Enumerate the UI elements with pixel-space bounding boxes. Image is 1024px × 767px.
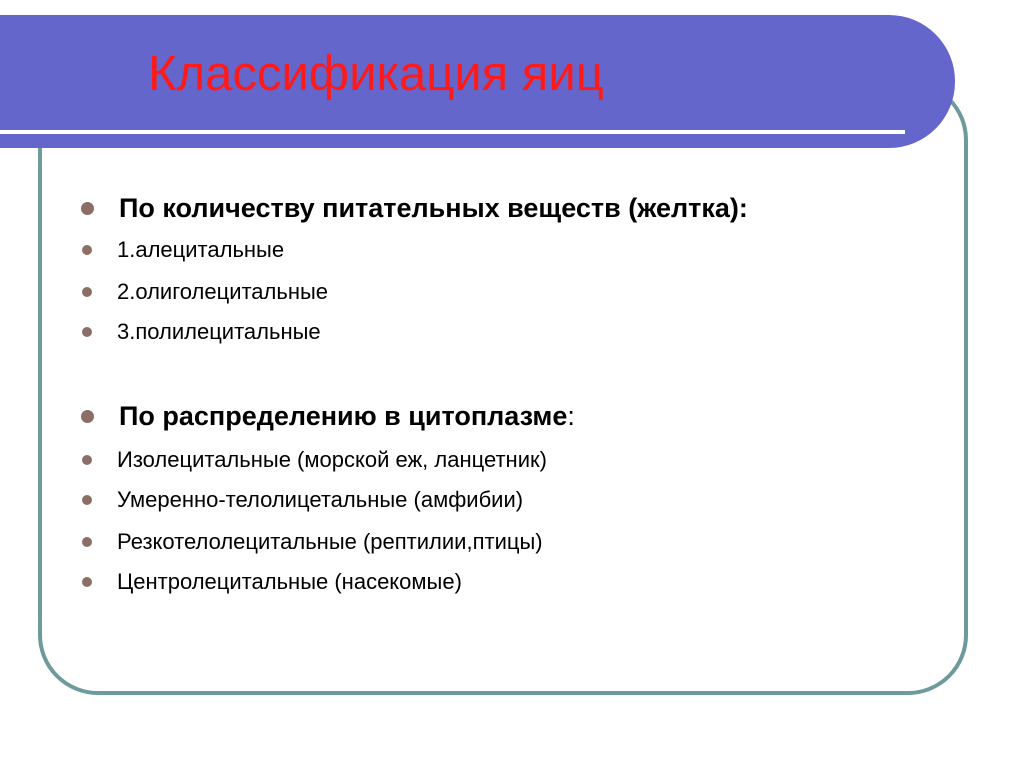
section-heading bbox=[76, 396, 575, 436]
list-item-text: Изолецитальные (морской еж, ланцетник) bbox=[117, 447, 547, 472]
list-item-text: Центролецитальные (насекомые) bbox=[117, 569, 462, 594]
slide-title: Классификация яиц bbox=[148, 47, 604, 101]
bullet-icon bbox=[81, 202, 94, 215]
list-item bbox=[76, 230, 284, 270]
list-item-text: Умеренно-телолицетальные (амфибии) bbox=[117, 487, 524, 512]
list-item bbox=[76, 480, 523, 520]
section-heading-suffix: : bbox=[567, 400, 575, 431]
bullet-icon bbox=[81, 410, 94, 423]
list-item bbox=[76, 272, 328, 312]
list-item-text: 3.полилецитальные bbox=[117, 319, 321, 344]
list-item-text: 1.алецитальные bbox=[117, 237, 285, 262]
title-underline bbox=[0, 130, 905, 134]
list-item bbox=[76, 312, 321, 352]
bullet-icon bbox=[82, 455, 92, 465]
list-item bbox=[76, 522, 543, 562]
content-frame bbox=[38, 80, 968, 695]
list-item bbox=[76, 440, 547, 480]
bullet-icon bbox=[82, 495, 92, 505]
list-item-text: 2.олиголецитальные bbox=[117, 279, 329, 304]
section-heading-text: По количеству питательных веществ (желтка): bbox=[119, 192, 748, 223]
section-heading bbox=[76, 188, 748, 228]
bullet-icon bbox=[82, 327, 92, 337]
section-heading-text: По распределению в цитоплазме bbox=[119, 400, 568, 431]
bullet-icon bbox=[82, 537, 92, 547]
bullet-icon bbox=[82, 287, 92, 297]
list-item bbox=[76, 562, 462, 602]
bullet-icon bbox=[82, 245, 92, 255]
list-item-text: Резкотелолецитальные (рептилии,птицы) bbox=[117, 529, 543, 554]
bullet-icon bbox=[82, 577, 92, 587]
